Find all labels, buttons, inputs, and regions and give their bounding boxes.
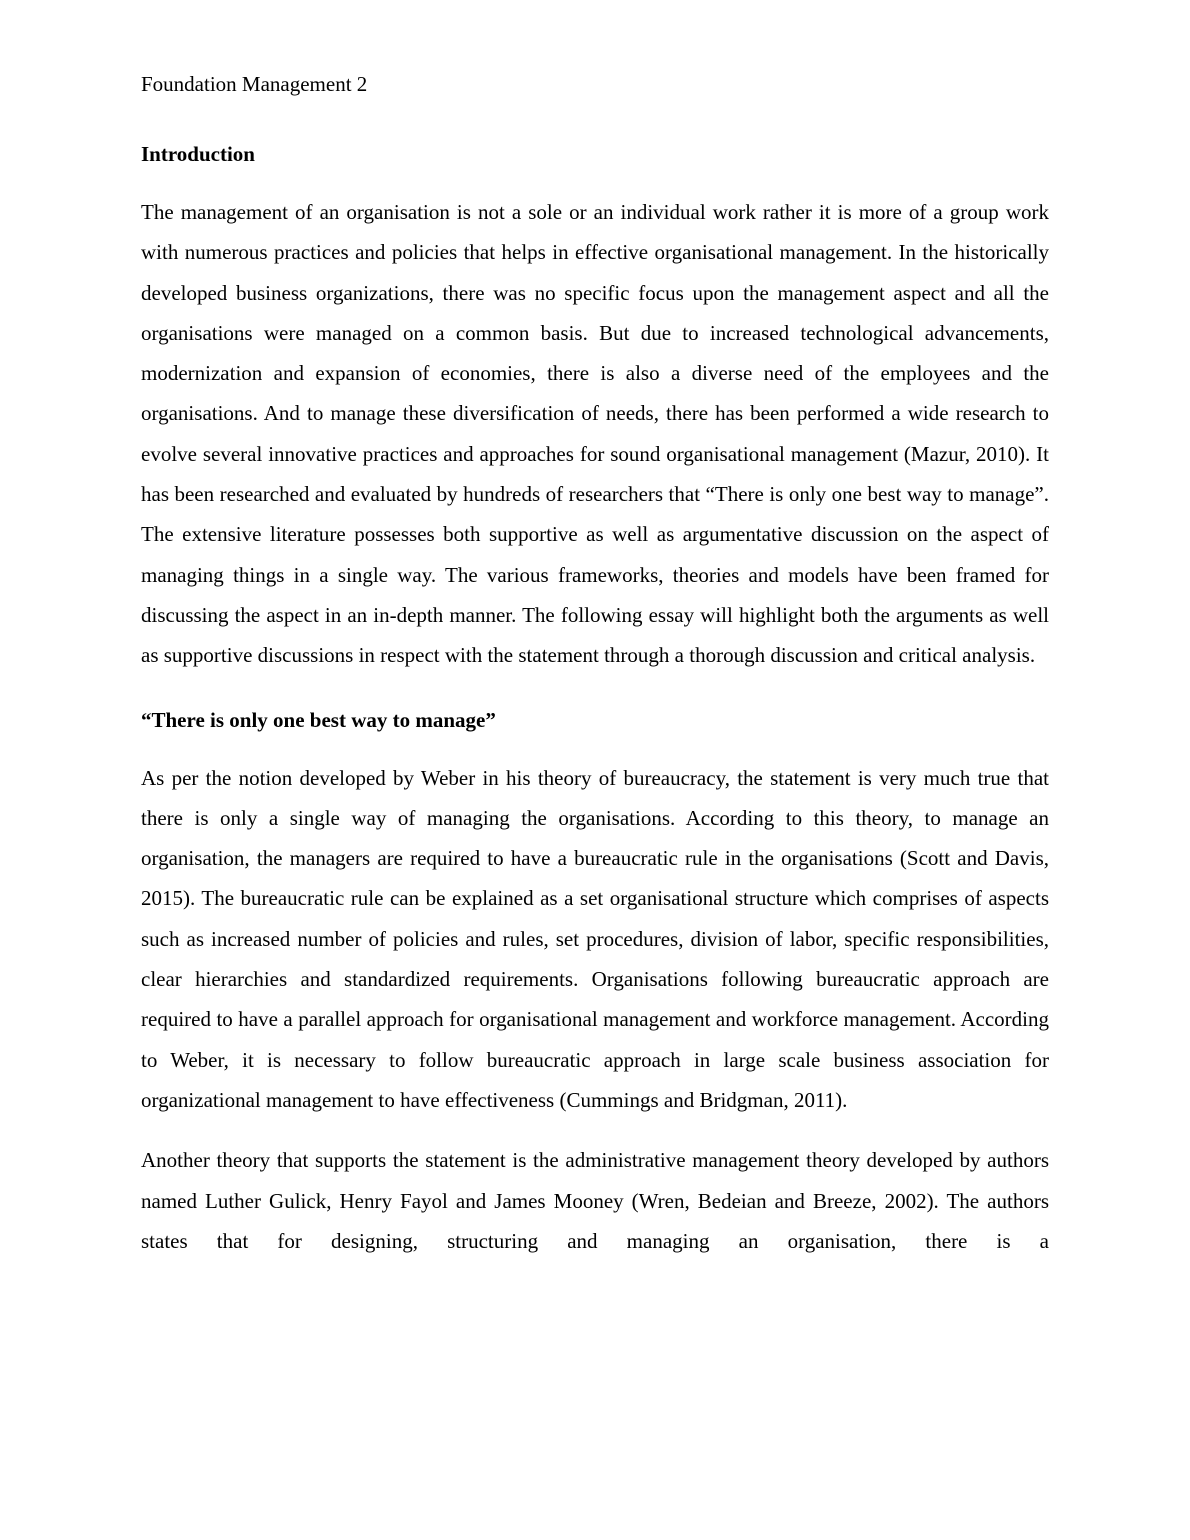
bureaucracy-paragraph: As per the notion developed by Weber in his theory of bureaucracy, the statement is very much true that there is only a single way of managing the organisations. According to this theory, to manage an organisation, the managers are required to have a bureaucratic rule in the organisations (Scott and Davis, 2015). The bureaucratic rule can be explained as a set organisational structure which comprises of aspects such as increased number of policies and rules, set procedures, division of labor, specific responsibilities, clear hierarchies and standardized requirements. Organisations following bureaucratic approach are required to have a parallel approach for organisational management and workforce management. According to Weber, it is necessary to follow bureaucratic approach in large scale business association for organizational management to have effectiveness (Cummings and Bridgman, 2011). [141,765,1049,1112]
section-heading-introduction: Introduction [141,142,255,166]
administrative-theory-paragraph: Another theory that supports the statement is the administrative management theory developed by authors named Luther Gulick, Henry Fayol and James Mooney (Wren, Bedeian and Breeze, 2002). The authors states that for designing, structuring and managing an organisation, there is a [141,1148,1049,1253]
section-heading-one-best-way: “There is only one best way to manage” [141,707,496,732]
introduction-paragraph: The management of an organisation is not a sole or an individual work rather it is more of a group work with numerous practices and policies that helps in effective organisational management. In the historically developed business organizations, there was no specific focus upon the management aspect and all the organisations were managed on a common basis. But due to increased technological advancements, modernization and expansion of economies, there is also a diverse need of the employees and the organisations. And to manage these diversification of needs, there has been performed a wide research to evolve several innovative practices and approaches for sound organisational management (Mazur, 2010). It has been researched and evaluated by hundreds of researchers that “There is only one best way to manage”. The extensive literature possesses both supportive as well as argumentative discussion on the aspect of managing things in a single way. The various frameworks, theories and models have been framed for discussing the aspect in an in-depth manner. The following essay will highlight both the arguments as well as supportive discussions in respect with the statement through a thorough discussion and critical analysis. [141,200,1049,668]
running-header: Foundation Management 2 [141,72,368,96]
document-page [141,68,1049,1261]
